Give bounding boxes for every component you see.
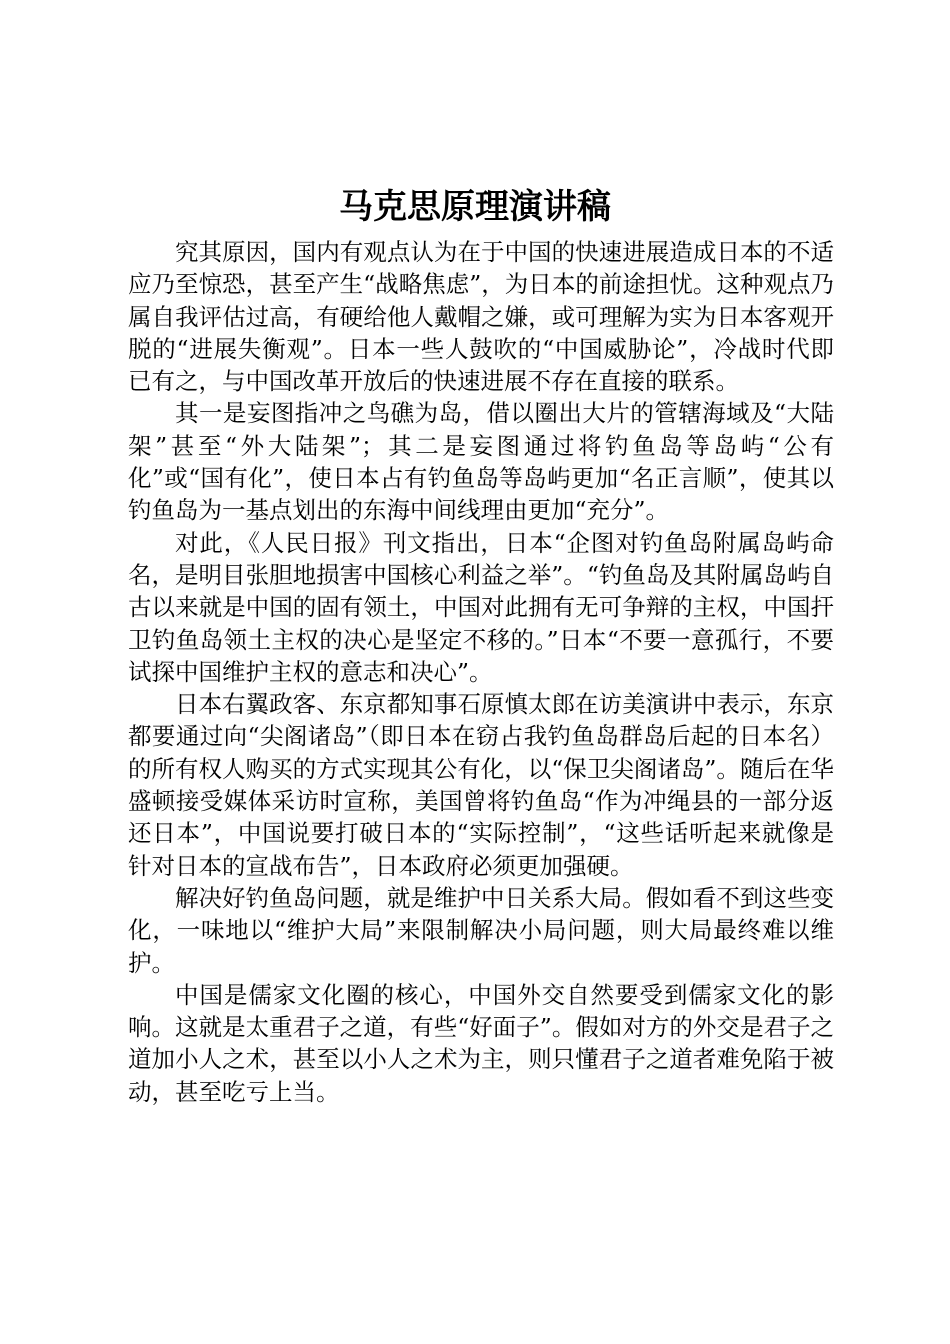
paragraph: 究其原因，国内有观点认为在于中国的快速进展造成日本的不适应乃至惊恐，甚至产生“战略焦虑”，为日本的前途担忧。这种观点乃属自我评估过高，有硬给他人戴帽之嫌，或可理解为实为日本客观开脱的“进展失衡观”。日本一些人鼓吹的“中国威胁论”，冷战时代即已有之，与中国改革开放后的快速进展不存在直接的联系。 (128, 238, 834, 396)
paragraph: 日本右翼政客、东京都知事石原慎太郎在访美演讲中表示，东京都要通过向“尖阁诸岛”（即日本在窃占我钓鱼岛群岛后起的日本名）的所有权人购买的方式实现其公有化，以“保卫尖阁诸岛”。随后在华盛顿接受媒体采访时宣称，美国曾将钓鱼岛“作为冲绳县的一部分返还日本”，中国说要打破日本的“实际控制”，“这些话听起来就像是针对日本的宣战布告”，日本政府必须更加强硬。 (128, 690, 834, 880)
paragraph: 对此，《人民日报》刊文指出，日本“企图对钓鱼岛附属岛屿命名，是明目张胆地损害中国核心利益之举”。“钓鱼岛及其附属岛屿自古以来就是中国的固有领土，中国对此拥有无可争辩的主权，中国扞卫钓鱼岛领土主权的决心是坚定不移的。”日本“不要一意孤行，不要试探中国维护主权的意志和决心”。 (128, 528, 834, 686)
document-title: 马克思原理演讲稿 (339, 187, 611, 227)
paragraph: 中国是儒家文化圈的核心，中国外交自然要受到儒家文化的影响。这就是太重君子之道，有些“好面子”。假如对方的外交是君子之道加小人之术，甚至以小人之术为主，则只懂君子之道者难免陷于被动，甚至吃亏上当。 (128, 980, 834, 1106)
document-body (128, 236, 834, 1108)
paragraph: 其一是妄图指冲之鸟礁为岛，借以圈出大片的管辖海域及“大陆架”甚至“外大陆架”；其二是妄图通过将钓鱼岛等岛屿“公有化”或“国有化”，使日本占有钓鱼岛等岛屿更加“名正言顺”，使其以钓鱼岛为一基点划出的东海中间线理由更加“充分”。 (128, 399, 834, 525)
paragraph: 解决好钓鱼岛问题，就是维护中日关系大局。假如看不到这些变化，一味地以“维护大局”来限制解决小局问题，则大局最终难以维护。 (128, 883, 834, 977)
